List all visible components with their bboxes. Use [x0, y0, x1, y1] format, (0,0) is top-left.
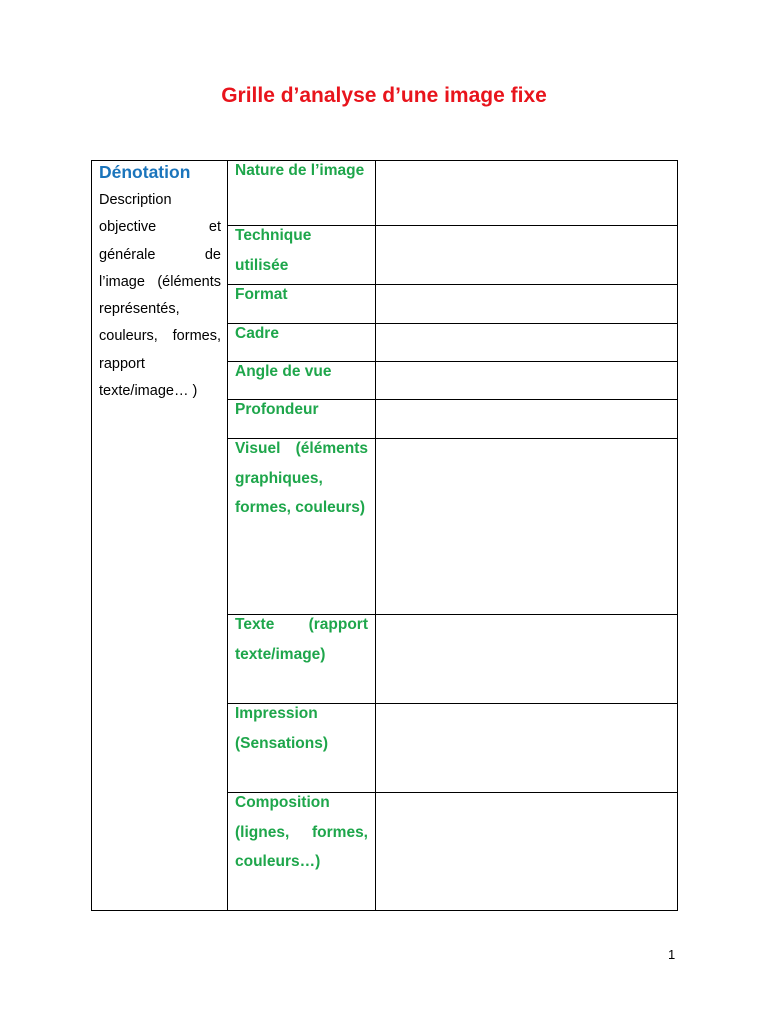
criterion-label-angle: Angle de vue: [235, 363, 332, 380]
criterion-label-cell: [228, 704, 376, 793]
answer-cell-nature[interactable]: [376, 161, 678, 226]
page-number: 1: [668, 947, 676, 962]
criterion-label-cell: [228, 439, 376, 615]
criterion-label-visuel: Visuel (éléments graphiques, formes, couleurs): [235, 440, 368, 516]
criterion-label-format: Format: [235, 286, 288, 303]
answer-cell-composition[interactable]: [376, 793, 678, 911]
answer-cell-impression[interactable]: [376, 704, 678, 793]
denotation-cell: [92, 161, 228, 911]
criterion-label-cell: [228, 793, 376, 911]
answer-cell-technique[interactable]: [376, 226, 678, 285]
analysis-grid-table: [91, 160, 678, 911]
criterion-label-profondeur: Profondeur: [235, 401, 319, 418]
criterion-label-impression: Impression (Sensations): [235, 705, 329, 752]
answer-cell-format[interactable]: [376, 285, 678, 324]
criterion-label-nature: Nature de l’image: [235, 162, 365, 179]
criterion-label-cell: [228, 400, 376, 439]
criterion-label-cell: [228, 226, 376, 285]
table-row: [92, 161, 678, 226]
criterion-label-cell: [228, 362, 376, 400]
answer-cell-cadre[interactable]: [376, 324, 678, 362]
criterion-label-cell: [228, 161, 376, 226]
denotation-description: Description objective et générale de l’image (éléments représentés, couleurs, formes, rapport texte/image… ): [99, 192, 221, 400]
criterion-label-cell: [228, 324, 376, 362]
page-title: Grille d’analyse d’une image fixe: [221, 84, 547, 107]
answer-cell-profondeur[interactable]: [376, 400, 678, 439]
criterion-label-cell: [228, 285, 376, 324]
answer-cell-visuel[interactable]: [376, 439, 678, 615]
answer-cell-angle[interactable]: [376, 362, 678, 400]
denotation-heading: Dénotation: [99, 162, 191, 182]
criterion-label-cell: [228, 615, 376, 704]
criterion-label-composition: Composition (lignes, formes, couleurs…): [235, 794, 368, 870]
answer-cell-texte[interactable]: [376, 615, 678, 704]
criterion-label-texte: Texte (rapport texte/image): [235, 616, 368, 663]
criterion-label-technique: Technique utilisée: [235, 227, 312, 274]
criterion-label-cadre: Cadre: [235, 325, 279, 342]
